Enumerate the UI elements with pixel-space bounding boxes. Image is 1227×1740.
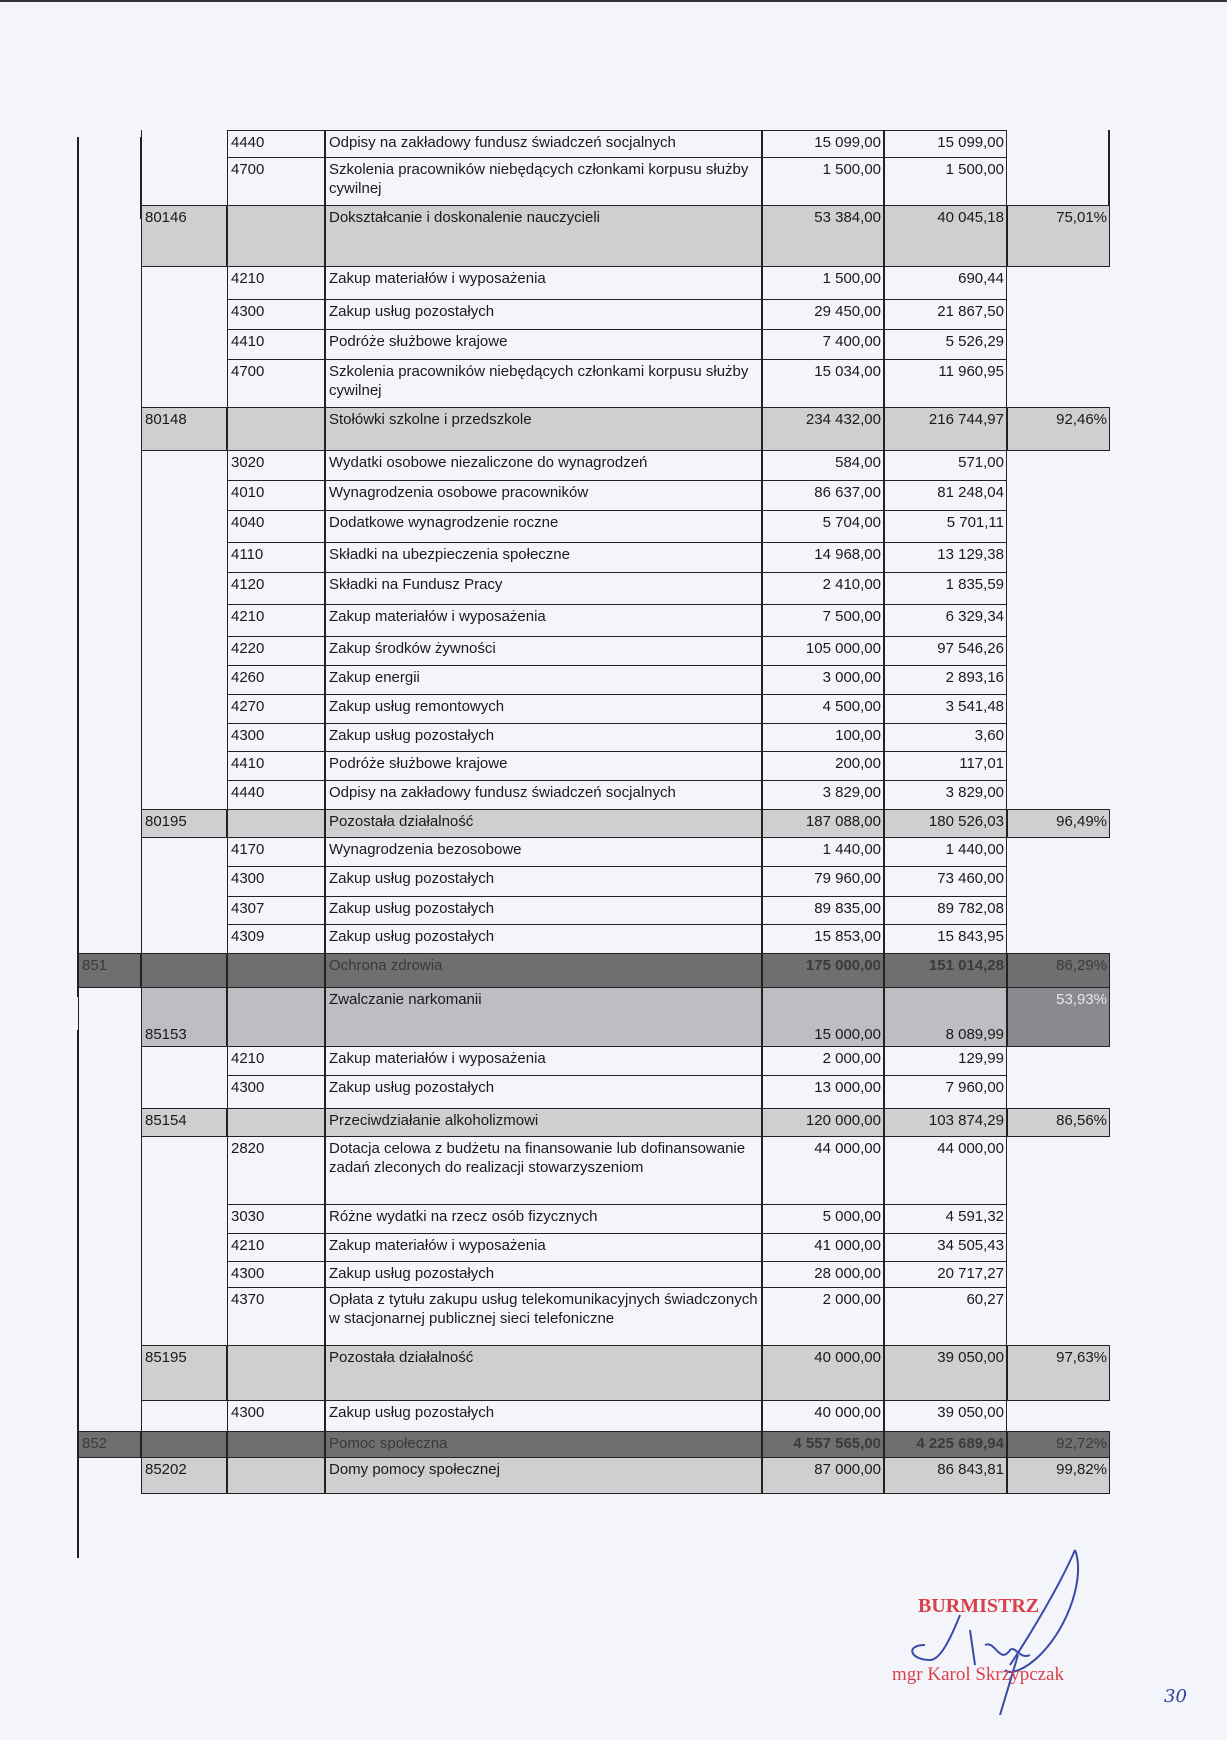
executed-amount: 7 960,00 bbox=[884, 1075, 1007, 1109]
chapter-plan: 15 000,00 bbox=[762, 987, 884, 1047]
chapter-code: 85153 bbox=[141, 987, 227, 1047]
chapter-title: Pozostała działalność bbox=[325, 1345, 762, 1401]
section-column-blank bbox=[78, 1457, 141, 1494]
paragraph-code: 4220 bbox=[227, 636, 325, 666]
percent-cell bbox=[1007, 636, 1110, 666]
percent-cell bbox=[1007, 510, 1110, 543]
paragraph-blank bbox=[227, 1345, 325, 1401]
paragraph-code: 4210 bbox=[227, 1046, 325, 1076]
chapter-column-blank bbox=[141, 266, 227, 300]
plan-amount: 1 500,00 bbox=[762, 157, 884, 206]
percent-cell bbox=[1007, 157, 1110, 206]
section-code: 851 bbox=[78, 953, 141, 988]
plan-amount: 7 500,00 bbox=[762, 604, 884, 637]
item-description: Zakup materiałów i wyposażenia bbox=[325, 604, 762, 637]
section-column-blank bbox=[78, 1108, 141, 1137]
chapter-column-blank bbox=[141, 665, 227, 695]
paragraph-code: 4300 bbox=[227, 1400, 325, 1432]
stamp-name: mgr Karol Skrzypczak bbox=[892, 1664, 1064, 1685]
page-number: 30 bbox=[1164, 1686, 1187, 1707]
plan-amount: 41 000,00 bbox=[762, 1233, 884, 1262]
item-description: Zakup usług pozostałych bbox=[325, 723, 762, 752]
chapter-column-blank bbox=[141, 480, 227, 511]
section-executed: 151 014,28 bbox=[884, 953, 1007, 988]
percent-cell bbox=[1007, 924, 1110, 954]
executed-amount: 6 329,34 bbox=[884, 604, 1007, 637]
executed-amount: 5 526,29 bbox=[884, 329, 1007, 360]
executed-amount: 21 867,50 bbox=[884, 299, 1007, 330]
chapter-percent: 92,46% bbox=[1007, 407, 1110, 451]
executed-amount: 3 829,00 bbox=[884, 780, 1007, 810]
section-column-blank bbox=[78, 1345, 141, 1401]
paragraph-code: 4110 bbox=[227, 542, 325, 573]
chapter-plan: 87 000,00 bbox=[762, 1457, 884, 1494]
paragraph-code: 4300 bbox=[227, 1261, 325, 1288]
chapter-column-blank bbox=[141, 157, 227, 206]
executed-amount: 97 546,26 bbox=[884, 636, 1007, 666]
executed-amount: 20 717,27 bbox=[884, 1261, 1007, 1288]
chapter-column-blank bbox=[141, 837, 227, 867]
paragraph-blank bbox=[227, 205, 325, 267]
percent-cell bbox=[1007, 1075, 1110, 1109]
paragraph-code: 4440 bbox=[227, 780, 325, 810]
chapter-code: 85154 bbox=[141, 1108, 227, 1137]
executed-amount: 81 248,04 bbox=[884, 480, 1007, 511]
paragraph-code: 4210 bbox=[227, 266, 325, 300]
paragraph-blank bbox=[227, 1108, 325, 1137]
chapter-code: 80195 bbox=[141, 809, 227, 838]
item-description: Zakup materiałów i wyposażenia bbox=[325, 1233, 762, 1262]
paragraph-code: 4300 bbox=[227, 299, 325, 330]
section-column-blank bbox=[78, 987, 141, 1047]
chapter-code: 85195 bbox=[141, 1345, 227, 1401]
paragraph-code: 4210 bbox=[227, 1233, 325, 1262]
plan-amount: 2 410,00 bbox=[762, 572, 884, 605]
percent-cell bbox=[1007, 1046, 1110, 1076]
plan-amount: 44 000,00 bbox=[762, 1136, 884, 1205]
executed-amount: 73 460,00 bbox=[884, 866, 1007, 897]
percent-cell bbox=[1007, 359, 1110, 408]
chapter-column-blank bbox=[141, 510, 227, 543]
item-description: Wynagrodzenia bezosobowe bbox=[325, 837, 762, 867]
executed-amount: 15 843,95 bbox=[884, 924, 1007, 954]
percent-cell bbox=[1007, 1400, 1110, 1432]
item-description: Zakup usług pozostałych bbox=[325, 1261, 762, 1288]
plan-amount: 584,00 bbox=[762, 450, 884, 481]
plan-amount: 7 400,00 bbox=[762, 329, 884, 360]
item-description: Zakup energii bbox=[325, 665, 762, 695]
executed-amount: 2 893,16 bbox=[884, 665, 1007, 695]
chapter-column-blank bbox=[141, 896, 227, 925]
item-description: Opłata z tytułu zakupu usług telekomunikacyjnych świadczonych w stacjonarnej publicznej sieci telefoniczne bbox=[325, 1287, 762, 1346]
chapter-title: Zwalczanie narkomanii bbox=[325, 987, 762, 1047]
paragraph-code: 4270 bbox=[227, 694, 325, 724]
chapter-column-blank bbox=[141, 636, 227, 666]
executed-amount: 129,99 bbox=[884, 1046, 1007, 1076]
paragraph-blank bbox=[227, 407, 325, 451]
plan-amount: 4 500,00 bbox=[762, 694, 884, 724]
executed-amount: 1 835,59 bbox=[884, 572, 1007, 605]
chapter-column-blank bbox=[141, 751, 227, 781]
chapter-code: 85202 bbox=[141, 1457, 227, 1494]
chapter-column-blank bbox=[141, 130, 227, 158]
chapter-executed: 103 874,29 bbox=[884, 1108, 1007, 1137]
chapter-column-blank bbox=[141, 450, 227, 481]
paragraph-blank bbox=[227, 1457, 325, 1494]
percent-cell bbox=[1007, 299, 1110, 330]
item-description: Odpisy na zakładowy fundusz świadczeń socjalnych bbox=[325, 780, 762, 810]
item-description: Zakup materiałów i wyposażenia bbox=[325, 1046, 762, 1076]
percent-cell bbox=[1007, 572, 1110, 605]
percent-cell bbox=[1007, 665, 1110, 695]
paragraph-code: 4300 bbox=[227, 866, 325, 897]
plan-amount: 86 637,00 bbox=[762, 480, 884, 511]
chapter-title: Dokształcanie i doskonalenie nauczycieli bbox=[325, 205, 762, 267]
chapter-blank bbox=[141, 1431, 227, 1458]
percent-cell bbox=[1007, 450, 1110, 481]
executed-amount: 690,44 bbox=[884, 266, 1007, 300]
item-description: Składki na ubezpieczenia społeczne bbox=[325, 542, 762, 573]
chapter-plan: 120 000,00 bbox=[762, 1108, 884, 1137]
chapter-column-blank bbox=[141, 780, 227, 810]
plan-amount: 2 000,00 bbox=[762, 1046, 884, 1076]
plan-amount: 1 500,00 bbox=[762, 266, 884, 300]
section-percent: 86,29% bbox=[1007, 953, 1110, 988]
executed-amount: 1 440,00 bbox=[884, 837, 1007, 867]
plan-amount: 15 853,00 bbox=[762, 924, 884, 954]
executed-amount: 89 782,08 bbox=[884, 896, 1007, 925]
percent-cell bbox=[1007, 837, 1110, 867]
item-description: Podróże służbowe krajowe bbox=[325, 751, 762, 781]
paragraph-code: 4700 bbox=[227, 157, 325, 206]
paragraph-code: 4307 bbox=[227, 896, 325, 925]
paragraph-code: 3020 bbox=[227, 450, 325, 481]
chapter-title: Pozostała działalność bbox=[325, 809, 762, 838]
chapter-column-blank bbox=[141, 1287, 227, 1346]
percent-cell bbox=[1007, 1261, 1110, 1288]
executed-amount: 15 099,00 bbox=[884, 130, 1007, 158]
handwritten-signature bbox=[900, 1545, 1130, 1715]
plan-amount: 13 000,00 bbox=[762, 1075, 884, 1109]
paragraph-code: 4120 bbox=[227, 572, 325, 605]
section-column-blank bbox=[78, 809, 141, 838]
chapter-column-blank bbox=[141, 694, 227, 724]
chapter-plan: 234 432,00 bbox=[762, 407, 884, 451]
chapter-code: 80148 bbox=[141, 407, 227, 451]
chapter-column-blank bbox=[141, 1046, 227, 1076]
paragraph-code: 4440 bbox=[227, 130, 325, 158]
chapter-column-blank bbox=[141, 723, 227, 752]
executed-amount: 11 960,95 bbox=[884, 359, 1007, 408]
executed-amount: 117,01 bbox=[884, 751, 1007, 781]
plan-amount: 3 000,00 bbox=[762, 665, 884, 695]
item-description: Dotacja celowa z budżetu na finansowanie lub dofinansowanie zadań zleconych do realizacji stowarzyszeniom bbox=[325, 1136, 762, 1205]
percent-cell bbox=[1007, 694, 1110, 724]
chapter-column-blank bbox=[141, 1136, 227, 1205]
plan-amount: 1 440,00 bbox=[762, 837, 884, 867]
chapter-percent: 97,63% bbox=[1007, 1345, 1110, 1401]
plan-amount: 40 000,00 bbox=[762, 1400, 884, 1432]
item-description: Zakup usług remontowych bbox=[325, 694, 762, 724]
chapter-title: Domy pomocy społecznej bbox=[325, 1457, 762, 1494]
section-title: Pomoc społeczna bbox=[325, 1431, 762, 1458]
percent-cell bbox=[1007, 329, 1110, 360]
chapter-column-blank bbox=[141, 1233, 227, 1262]
chapter-column-blank bbox=[141, 604, 227, 637]
chapter-column-blank bbox=[141, 1204, 227, 1234]
paragraph-code: 2820 bbox=[227, 1136, 325, 1205]
section-column-blank bbox=[78, 407, 141, 451]
plan-amount: 79 960,00 bbox=[762, 866, 884, 897]
percent-cell bbox=[1007, 1136, 1110, 1205]
executed-amount: 4 591,32 bbox=[884, 1204, 1007, 1234]
chapter-percent: 86,56% bbox=[1007, 1108, 1110, 1137]
chapter-code: 80146 bbox=[141, 205, 227, 267]
paragraph-code: 4309 bbox=[227, 924, 325, 954]
paragraph-blank bbox=[227, 1431, 325, 1458]
item-description: Różne wydatki na rzecz osób fizycznych bbox=[325, 1204, 762, 1234]
section-plan: 175 000,00 bbox=[762, 953, 884, 988]
paragraph-blank bbox=[227, 987, 325, 1047]
paragraph-code: 4010 bbox=[227, 480, 325, 511]
chapter-column-blank bbox=[141, 1400, 227, 1432]
stamp-title: BURMISTRZ bbox=[918, 1595, 1040, 1617]
plan-amount: 2 000,00 bbox=[762, 1287, 884, 1346]
plan-amount: 5 000,00 bbox=[762, 1204, 884, 1234]
paragraph-blank bbox=[227, 809, 325, 838]
paragraph-code: 4210 bbox=[227, 604, 325, 637]
executed-amount: 13 129,38 bbox=[884, 542, 1007, 573]
executed-amount: 3,60 bbox=[884, 723, 1007, 752]
item-description: Zakup usług pozostałych bbox=[325, 896, 762, 925]
percent-cell bbox=[1007, 751, 1110, 781]
paragraph-code: 4370 bbox=[227, 1287, 325, 1346]
percent-cell bbox=[1007, 130, 1110, 158]
paragraph-code: 4260 bbox=[227, 665, 325, 695]
item-description: Zakup usług pozostałych bbox=[325, 299, 762, 330]
percent-cell bbox=[1007, 266, 1110, 300]
percent-cell bbox=[1007, 896, 1110, 925]
paragraph-code: 4300 bbox=[227, 1075, 325, 1109]
executed-amount: 1 500,00 bbox=[884, 157, 1007, 206]
chapter-column-blank bbox=[141, 329, 227, 360]
item-description: Zakup usług pozostałych bbox=[325, 866, 762, 897]
paragraph-code: 4300 bbox=[227, 723, 325, 752]
executed-amount: 34 505,43 bbox=[884, 1233, 1007, 1262]
chapter-column-blank bbox=[141, 1075, 227, 1109]
item-description: Zakup środków żywności bbox=[325, 636, 762, 666]
item-description: Szkolenia pracowników niebędących członkami korpusu służby cywilnej bbox=[325, 157, 762, 206]
executed-amount: 39 050,00 bbox=[884, 1400, 1007, 1432]
chapter-executed: 40 045,18 bbox=[884, 205, 1007, 267]
item-description: Zakup usług pozostałych bbox=[325, 1400, 762, 1432]
chapter-blank bbox=[141, 953, 227, 988]
section-title: Ochrona zdrowia bbox=[325, 953, 762, 988]
plan-amount: 14 968,00 bbox=[762, 542, 884, 573]
percent-cell bbox=[1007, 1287, 1110, 1346]
chapter-executed: 8 089,99 bbox=[884, 987, 1007, 1047]
chapter-column-blank bbox=[141, 299, 227, 330]
chapter-column-blank bbox=[141, 1261, 227, 1288]
item-description: Składki na Fundusz Pracy bbox=[325, 572, 762, 605]
section-column-blank bbox=[78, 205, 141, 267]
executed-amount: 3 541,48 bbox=[884, 694, 1007, 724]
paragraph-code: 4040 bbox=[227, 510, 325, 543]
item-description: Odpisy na zakładowy fundusz świadczeń socjalnych bbox=[325, 130, 762, 158]
item-description: Podróże służbowe krajowe bbox=[325, 329, 762, 360]
plan-amount: 89 835,00 bbox=[762, 896, 884, 925]
paragraph-code: 3030 bbox=[227, 1204, 325, 1234]
item-description: Szkolenia pracowników niebędących członkami korpusu służby cywilnej bbox=[325, 359, 762, 408]
chapter-percent: 99,82% bbox=[1007, 1457, 1110, 1494]
item-description: Zakup usług pozostałych bbox=[325, 1075, 762, 1109]
chapter-column-blank bbox=[141, 924, 227, 954]
percent-cell bbox=[1007, 604, 1110, 637]
scan-edge bbox=[0, 0, 1227, 2]
percent-cell bbox=[1007, 1233, 1110, 1262]
chapter-plan: 53 384,00 bbox=[762, 205, 884, 267]
percent-cell bbox=[1007, 780, 1110, 810]
paragraph-code: 4410 bbox=[227, 329, 325, 360]
chapter-percent: 53,93% bbox=[1007, 987, 1110, 1047]
chapter-column-blank bbox=[141, 359, 227, 408]
chapter-executed: 180 526,03 bbox=[884, 809, 1007, 838]
item-description: Wynagrodzenia osobowe pracowników bbox=[325, 480, 762, 511]
percent-cell bbox=[1007, 542, 1110, 573]
chapter-column-blank bbox=[141, 866, 227, 897]
plan-amount: 3 829,00 bbox=[762, 780, 884, 810]
item-description: Wydatki osobowe niezaliczone do wynagrodzeń bbox=[325, 450, 762, 481]
paragraph-code: 4700 bbox=[227, 359, 325, 408]
chapter-executed: 216 744,97 bbox=[884, 407, 1007, 451]
percent-cell bbox=[1007, 866, 1110, 897]
executed-amount: 571,00 bbox=[884, 450, 1007, 481]
chapter-percent: 75,01% bbox=[1007, 205, 1110, 267]
chapter-column-blank bbox=[141, 572, 227, 605]
chapter-executed: 39 050,00 bbox=[884, 1345, 1007, 1401]
item-description: Zakup usług pozostałych bbox=[325, 924, 762, 954]
paragraph-blank bbox=[227, 953, 325, 988]
chapter-plan: 40 000,00 bbox=[762, 1345, 884, 1401]
chapter-percent: 96,49% bbox=[1007, 809, 1110, 838]
chapter-title: Przeciwdziałanie alkoholizmowi bbox=[325, 1108, 762, 1137]
plan-amount: 200,00 bbox=[762, 751, 884, 781]
executed-amount: 60,27 bbox=[884, 1287, 1007, 1346]
paragraph-code: 4410 bbox=[227, 751, 325, 781]
section-code: 852 bbox=[78, 1431, 141, 1458]
chapter-executed: 86 843,81 bbox=[884, 1457, 1007, 1494]
plan-amount: 105 000,00 bbox=[762, 636, 884, 666]
percent-cell bbox=[1007, 1204, 1110, 1234]
executed-amount: 44 000,00 bbox=[884, 1136, 1007, 1205]
percent-cell bbox=[1007, 480, 1110, 511]
item-description: Zakup materiałów i wyposażenia bbox=[325, 266, 762, 300]
section-percent: 92,72% bbox=[1007, 1431, 1110, 1458]
chapter-plan: 187 088,00 bbox=[762, 809, 884, 838]
paragraph-code: 4170 bbox=[227, 837, 325, 867]
plan-amount: 29 450,00 bbox=[762, 299, 884, 330]
section-executed: 4 225 689,94 bbox=[884, 1431, 1007, 1458]
plan-amount: 100,00 bbox=[762, 723, 884, 752]
plan-amount: 15 034,00 bbox=[762, 359, 884, 408]
plan-amount: 28 000,00 bbox=[762, 1261, 884, 1288]
chapter-title: Stołówki szkolne i przedszkole bbox=[325, 407, 762, 451]
plan-amount: 5 704,00 bbox=[762, 510, 884, 543]
percent-cell bbox=[1007, 723, 1110, 752]
chapter-column-blank bbox=[141, 542, 227, 573]
item-description: Dodatkowe wynagrodzenie roczne bbox=[325, 510, 762, 543]
section-plan: 4 557 565,00 bbox=[762, 1431, 884, 1458]
executed-amount: 5 701,11 bbox=[884, 510, 1007, 543]
plan-amount: 15 099,00 bbox=[762, 130, 884, 158]
